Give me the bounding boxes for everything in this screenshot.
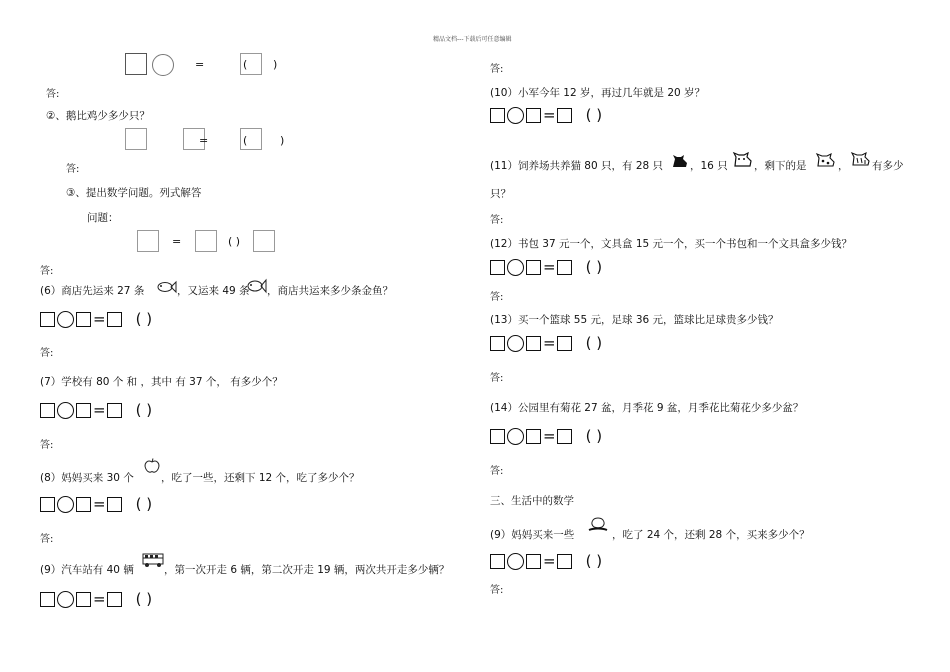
question-11-part5: 有多少 [872,160,904,172]
bus-icon [142,553,164,568]
question-9-part1: (9）汽车站有 40 辆 [40,564,134,576]
equals-sign: = [93,590,106,608]
equation-row[interactable] [40,493,152,515]
equation-row[interactable] [490,256,602,278]
spotted-cat-icon [815,152,837,169]
unit-paren: ( ) [135,590,153,608]
answer-label: 答: [490,215,504,226]
equation-row[interactable] [490,332,602,354]
number-box[interactable] [557,108,572,123]
answer-box[interactable] [195,230,217,252]
black-cat-icon [670,153,690,169]
question-12: (12）书包 37 元一个，文具盒 15 元一个，买一个书包和一个文具盒多少钱？ [490,238,853,250]
unit-paren: ( ) [585,427,603,445]
question-9r-part2: ，吃了 24 个，还剩 28 个，买来多少个？ [612,529,810,541]
unit-paren: ( ) [135,310,153,328]
answer-label: 答: [40,266,54,277]
question-11-part2: ，16 只 [690,160,728,172]
number-box[interactable] [76,312,91,327]
equals-sign: = [199,134,209,147]
number-box[interactable] [526,429,541,444]
equals-sign: = [543,258,556,276]
equals-sign: = [543,106,556,124]
answer-label: 答: [40,534,54,545]
answer-label: 答: [40,440,54,451]
paren-open: ( [243,134,248,147]
unit-paren: ( ) [585,106,603,124]
question-6-part3: ，商店共运来多少条金鱼？ [267,285,393,297]
question-6-part1: (6）商店先运来 27 条 [40,285,145,297]
answer-paren: ( ) [228,235,241,248]
operator-circle[interactable] [507,428,524,445]
number-box[interactable] [490,429,505,444]
number-box[interactable] [107,403,122,418]
number-box[interactable] [490,260,505,275]
page-header: 精品文档---下载后可任意编辑 [433,36,512,43]
apple-icon [143,457,161,475]
operator-circle[interactable] [152,54,174,76]
unit-paren: ( ) [585,334,603,352]
number-box[interactable] [107,497,122,512]
question-8-part2: ，吃了一些，还剩下 12 个，吃了多少个？ [161,472,360,484]
unit-paren: ( ) [135,495,153,513]
answer-box[interactable] [253,230,275,252]
question-11-part1: (11）饲养场共养猫 80 只，有 28 只 [490,160,664,172]
number-box[interactable] [526,108,541,123]
answer-box[interactable] [137,230,159,252]
question-label: 问题： [87,212,119,224]
number-box[interactable] [490,108,505,123]
number-box[interactable] [557,429,572,444]
unit-paren: ( ) [585,258,603,276]
number-box[interactable] [76,592,91,607]
number-box[interactable] [107,312,122,327]
operator-circle[interactable] [507,553,524,570]
striped-cat-icon [850,151,872,168]
answer-label: 答: [490,373,504,384]
number-box[interactable] [490,336,505,351]
answer-label: 答: [490,585,504,596]
operator-circle[interactable] [57,402,74,419]
answer-label: 答: [490,466,504,477]
equals-sign: = [543,552,556,570]
number-box[interactable] [40,312,55,327]
question-13: (13）买一个篮球 55 元，足球 36 元，篮球比足球贵多少钱？ [490,314,779,326]
question-2: ②、鹅比鸡少多少只？ [46,110,150,122]
answer-label: 答: [66,164,80,175]
number-box[interactable] [40,403,55,418]
equals-sign: = [93,401,106,419]
question-8-part1: (8）妈妈买来 30 个 [40,472,134,484]
equals-sign: = [93,495,106,513]
equals-sign: = [93,310,106,328]
equals-sign: = [543,334,556,352]
number-box[interactable] [76,403,91,418]
number-box[interactable] [107,592,122,607]
answer-label: 答: [490,64,504,75]
equation-row[interactable] [490,425,602,447]
equation-row[interactable] [40,588,152,610]
number-box[interactable] [557,336,572,351]
number-box[interactable] [40,592,55,607]
answer-label: 答: [490,292,504,303]
number-box[interactable] [40,497,55,512]
section-title: 三、生活中的数学 [490,495,574,507]
question-3: ③、提出数学问题。列式解答 [66,187,202,199]
unit-paren: ( ) [135,401,153,419]
number-box[interactable] [490,554,505,569]
equation-row[interactable] [490,104,602,126]
operator-circle[interactable] [57,591,74,608]
question-7: (7）学校有 80 个 和 ，其中 有 37 个， 有多少个？ [40,376,283,388]
question-11-part4: ， [838,160,849,172]
number-box[interactable] [526,554,541,569]
unit-paren: ( ) [585,552,603,570]
operator-circle[interactable] [57,496,74,513]
cat-icon [732,151,754,169]
equation-row[interactable] [40,308,152,330]
operator-circle[interactable] [507,107,524,124]
operator-circle[interactable] [507,259,524,276]
answer-label: 答: [40,348,54,359]
number-box[interactable] [557,554,572,569]
question-9-part2: ，第一次开走 6 辆，第二次开走 19 辆，两次共开走多少辆？ [164,564,450,576]
peach-icon [586,514,610,534]
equals-sign: = [172,235,182,248]
number-box[interactable] [526,336,541,351]
answer-box[interactable] [125,128,147,150]
number-box[interactable] [526,260,541,275]
operator-circle[interactable] [57,311,74,328]
question-11-part3: ，剩下的是 [754,160,807,172]
goldfish-icon [245,277,267,295]
goldfish-icon [155,279,177,295]
number-box[interactable] [76,497,91,512]
paren-open: ( [243,58,248,71]
equation-row[interactable] [40,399,152,421]
equals-sign: = [543,427,556,445]
equals-sign: = [195,58,205,71]
question-14: (14）公园里有菊花 27 盆，月季花 9 盆，月季花比菊花少多少盆？ [490,402,804,414]
paren-close: ) [280,134,285,147]
operator-circle[interactable] [507,335,524,352]
question-11-part6: 只？ [490,188,511,200]
answer-box[interactable] [125,53,147,75]
answer-label: 答: [46,89,60,100]
equation-row[interactable] [490,550,602,572]
number-box[interactable] [557,260,572,275]
question-10: (10）小军今年 12 岁，再过几年就是 20 岁？ [490,87,706,99]
question-6-part2: ，又运来 49 条 [177,285,250,297]
question-9r-part1: (9）妈妈买来一些 [490,529,575,541]
paren-close: ) [273,58,278,71]
